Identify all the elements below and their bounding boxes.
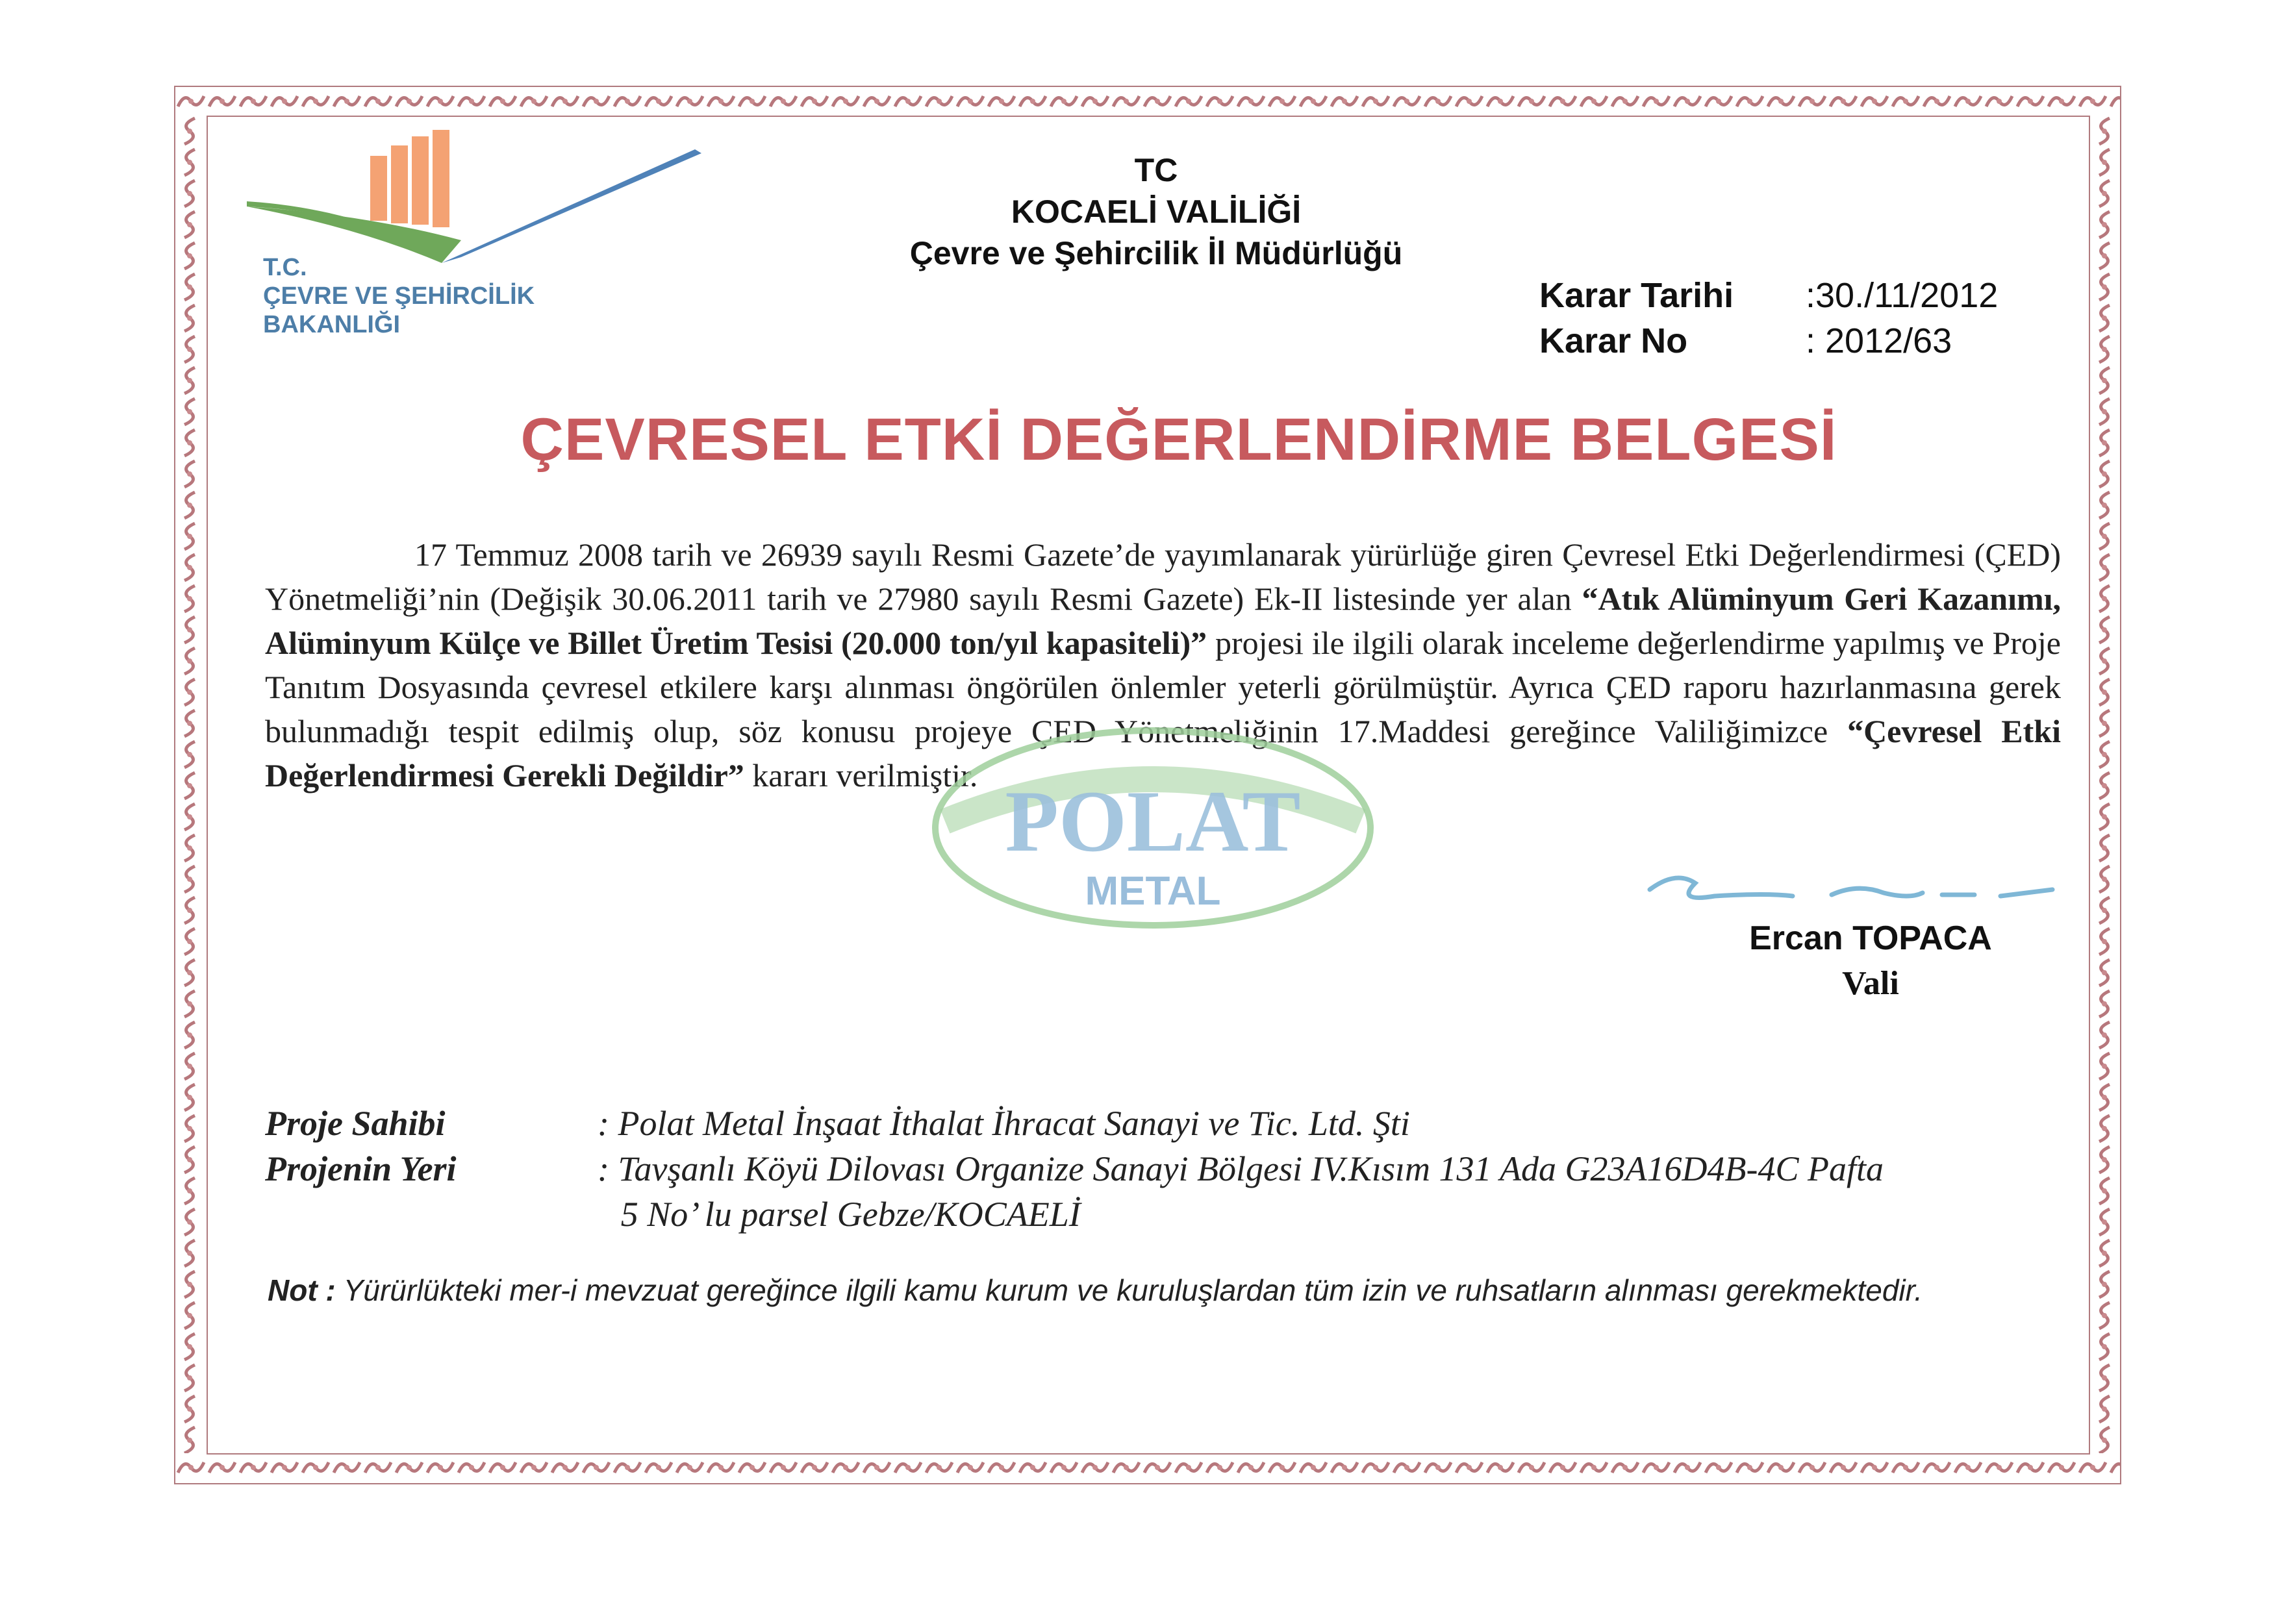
header-line-3: Çevre ve Şehircilik İl Müdürlüğü [909,235,1403,271]
header-line-1: TC [1134,152,1178,188]
project-info [265,1101,2084,1237]
decision-no-label: Karar No [1539,321,1688,360]
watermark-line-1: POLAT [1005,773,1301,870]
signer-name: Ercan TOPACA [1749,919,1992,957]
signer-title: Vali [1842,965,1899,1002]
decision-date-value: :30./11/2012 [1806,276,1999,315]
decision-date-label: Karar Tarihi [1539,276,1734,315]
decision-no-value: : 2012/63 [1806,321,1952,360]
border-pattern-right [2090,116,2120,1453]
polat-metal-watermark [932,724,1374,932]
note [268,1273,2086,1308]
location-value-2: 5 No’ lu parsel Gebze/KOCAELİ [620,1195,1081,1234]
note-label: Not : [268,1273,336,1307]
watermark-line-2: METAL [1085,869,1221,914]
border-pattern-left [175,116,205,1453]
owner-value: : Polat Metal İnşaat İthalat İhracat Sanayi ve Tic. Ltd. Şti [598,1104,1410,1143]
body-part-2: projesi ile ilgili olarak inceleme değerlendirme yapılmış ve Proje Tanıtım Dosyasında çevresel etkilere karşı alınması öngörülen önlemler yeterli görülmüştür. Ayrıca ÇED raporu hazırlanmasına gerek bulunmadığı tespit edilmiş olup, söz konusu projeye ÇED Yönetmeliğinin 17.Maddesi gereğince Valiliğimizce [265,625,2061,749]
body-decision: “Çevresel Etki Değerlendirmesi Gerekli Değildir” [265,713,2061,793]
border-pattern-bottom [175,1453,2120,1482]
logo-line-2: ÇEVRE VE ŞEHİRCİLİK [263,282,535,310]
ministry-logo-text [263,253,535,339]
body-project-name: “Atık Alüminyum Geri Kazanımı, Alüminyum Külçe ve Billet Üretim Tesisi (20.000 ton/yıl kapasiteli)” [265,581,2062,661]
header-line-2: KOCAELİ VALİLİĞİ [1011,194,1302,230]
body-part-1: 17 Temmuz 2008 tarih ve 26939 sayılı Resmi Gazete’de yayımlanarak yürürlüğe giren Çevresel Etki Değerlendirmesi (ÇED) Yönetmeliği’nin (Değişik 30.06.2011 tarih ve 27980 sayılı Resmi Gazete) Ek-II listesinde yer alan [265,536,2061,617]
note-text: Yürürlükteki mer-i mevzuat gereğince ilgili kamu kurum ve kuruluşlardan tüm izin ve ruhsatların alınması gerekmektedir. [343,1273,1923,1307]
issuer-header [844,149,1468,274]
document-title: ÇEVRESEL ETKİ DEĞERLENDİRME BELGESİ [520,406,1837,473]
logo-line-1: T.C. [263,254,307,281]
logo-line-3: BAKANLIĞI [263,311,401,338]
owner-label: Proje Sahibi [265,1104,446,1143]
location-label: Projenin Yeri [265,1149,457,1188]
decision-meta [1539,273,1998,364]
signer-block [1676,916,2065,1006]
body-part-3: kararı verilmiştir. [752,757,978,793]
location-value: : Tavşanlı Köyü Dilovası Organize Sanayi Bölgesi IV.Kısım 131 Ada G23A16D4B-4C Pafta [598,1149,1884,1188]
border-pattern-top [175,87,2120,116]
